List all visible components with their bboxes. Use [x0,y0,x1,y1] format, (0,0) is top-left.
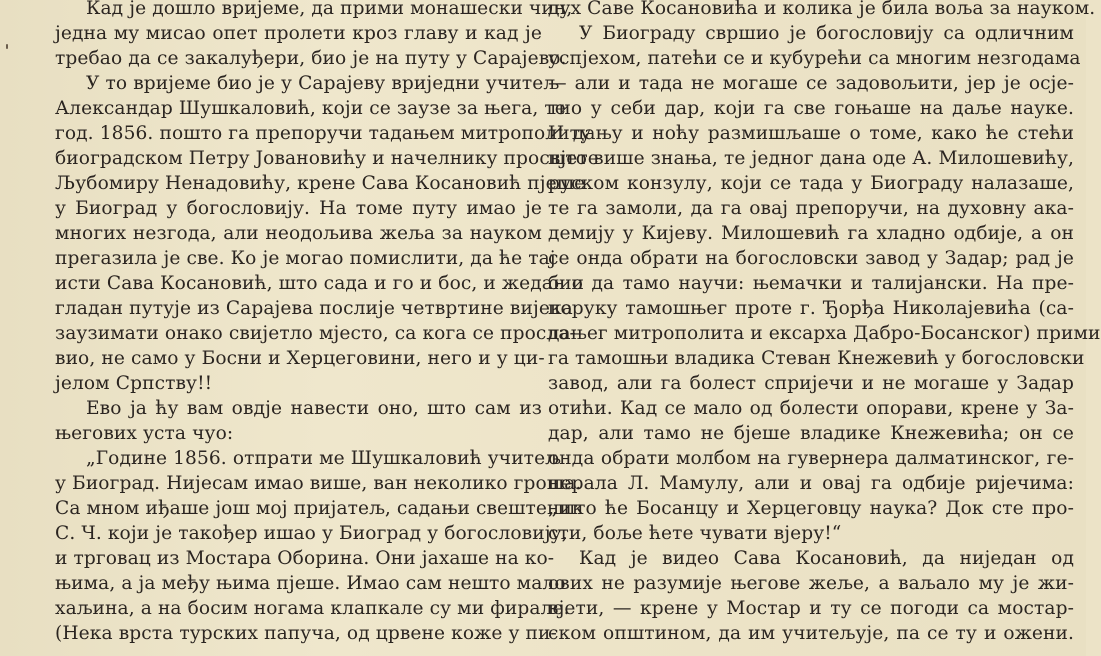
text-line: „што ће Босанцу и Херцеговцу наука? Док сте про- [548,498,1074,519]
text-line: што више знања, те једног дана оде А. Милошевићу, [548,148,1074,169]
text-line: С. Ч. који је такођер ишао у Биоград у богословију, [55,523,568,544]
text-line: поруку тамошњег проте г. Ђорђа Николајевића (са- [548,298,1074,319]
text-line: ском општином, да им учитељује, па се ту и ожени. [548,623,1074,644]
text-line: тио у себи дар, који га све гоњаше на даље науке. [548,98,1074,119]
text-line: У Биограду свршио је богословију са одличним [579,23,1074,44]
text-line: у Биоград у богословију. На томе путу имао је [55,198,542,219]
text-line: отићи. Кад се мало од болести опорави, крене у За- [548,398,1074,419]
text-line: демију у Кијеву. Милошевић га хладно одбије, а он [548,223,1074,244]
text-line: сти, боље ћете чувати вјеру!“ [548,523,842,544]
text-line: И дању и ноћу размишљаше о томе, како ће стећи [548,123,1074,144]
text-line: руском конзулу, који се тада у Биограду налазаше, [548,173,1074,194]
column-gutter [544,0,545,656]
text-line: заузимати онако свијетло мјесто, са кога се просла- [55,323,576,344]
text-line: дањег митрополита и ексарха Дабро-Босанског) прими [548,323,1101,344]
text-line: нерала Л. Мамулу, али и овај га одбије ријечима: [548,473,1074,494]
text-line: многих незгода, али неодољива жеља за науком [55,223,542,244]
text-line: и трговац из Мостара Оборина. Они јахаше на ко- [55,548,555,569]
text-line: требао да се закалуђери, био је на путу у Сарајево. [55,48,567,69]
text-line: Ево ја ћу вам овдје навести оно, што сам из [86,398,542,419]
text-line: вјети, — крене у Мостар и ту се погоди са мостар- [548,598,1074,619]
text-line: Са мном иђаше још мој пријатељ, садањи свештеник [55,498,584,519]
text-line: успјехом, патећи се и кубурећи са многим незгодама [548,48,1081,69]
text-line: завод, али га болест спријечи и не могаше у Задар [548,373,1074,394]
text-line: јелом Српству!! [55,373,213,394]
text-line: те га замоли, да га овај препоручи, на духовну ака- [548,198,1074,219]
text-line: њима, а ја међу њима пјеше. Имао сам нешто мало [55,573,566,594]
text-line: (Нека врста турских папуча, од црвене коже у пи- [55,623,557,644]
text-line: „Године 1856. отпрати ме Шушкаловић учитељ [86,448,561,469]
left-text-column [55,0,599,656]
text-line: Александар Шушкаловић, који се заузе за њега, те [55,98,566,119]
text-line: онда обрати молбом на гувернера далматинског, ге- [548,448,1074,469]
right-text-column [548,0,1101,656]
text-line: у Биоград. Нијесам имао више, ван неколико гроша. [55,473,582,494]
text-line: се онда обрати на богословски завод у Задар; рад је [548,248,1074,269]
text-line: биоградском Петру Јовановићу и начелнику просвјете [55,148,599,169]
text-line: вио, не само у Босни и Херцеговини, него и у ци- [55,348,545,369]
text-line: његових уста чуо: [55,423,234,444]
text-line: — али и тада не могаше се задовољити, јер је осје- [548,73,1074,94]
text-line: једна му мисао опет пролети кроз главу и кад је [55,23,542,44]
print-speck [6,44,8,49]
text-line: га тамошњи владика Стеван Кнежевић у богословски [548,348,1085,369]
text-line: прегазила је све. Ко је могао помислити, да ће тај [55,248,556,269]
text-line: био да тамо научи: њемачки и талијански. На пре- [548,273,1074,294]
text-line: дар, али тамо не бјеше владике Кнежевића; он се [548,423,1074,444]
text-line: Кад је видео Сава Косановић, да ниједан од [579,548,1074,569]
text-line: исти Сава Косановић, што сада и го и бос, и жедан и [55,273,584,294]
text-line: Љубомиру Ненадовићу, крене Сава Косановић пјеше [55,173,586,194]
text-line: хаљина, а на босим ногама клапкале су ми фирале. [55,598,570,619]
text-line: ових не разумије његове жеље, а ваљало му је жи- [548,573,1074,594]
text-line: дух Саве Косановића и колика је била воља за науком. [548,0,1096,19]
text-line: год. 1856. пошто га препоручи тадањем митрополиту [55,123,592,144]
text-line: У то вријеме био је у Сарајеву вриједни учитељ [86,73,560,94]
text-line: гладан путује из Сарајева послије четвртине вијека [55,298,573,319]
text-line: Кад је дошло вријеме, да прими монашески чин, [86,0,573,19]
